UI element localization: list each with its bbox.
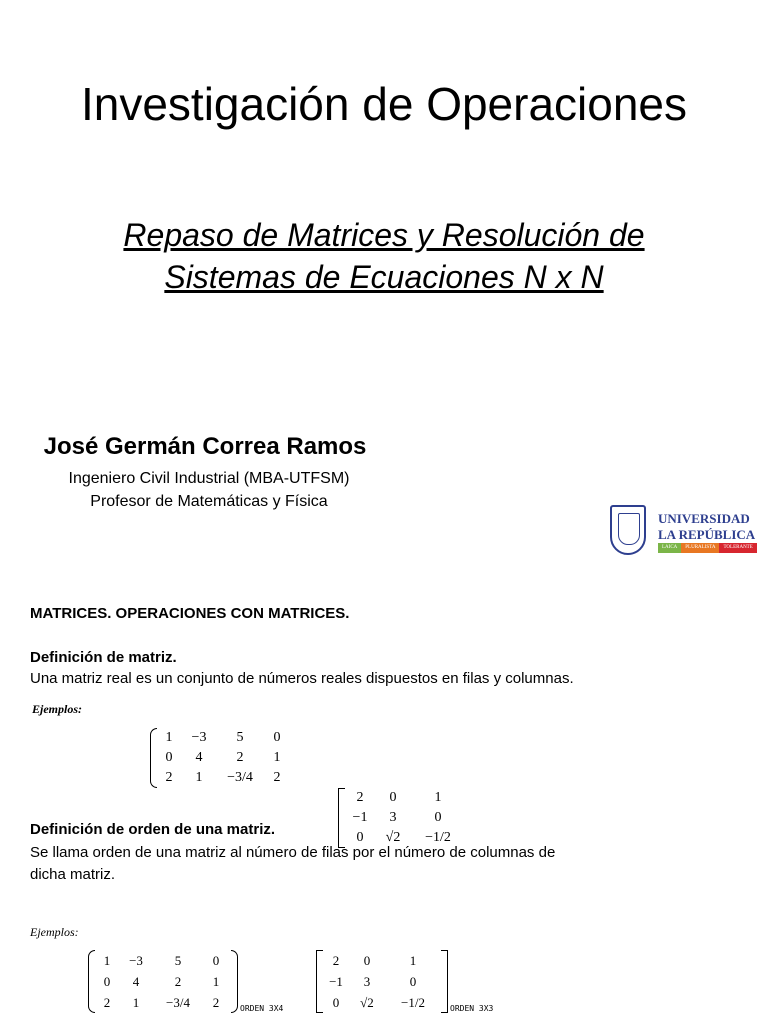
matrix-row: [346, 808, 464, 828]
matrix-cell: −1: [352, 810, 368, 825]
matrix-row: [324, 992, 440, 1013]
motto-1: LAICA: [658, 543, 681, 553]
matrix-cell: −1/2: [401, 995, 425, 1010]
matrix-cell: −3: [191, 730, 207, 745]
matrix-row: [158, 748, 292, 768]
logo-line-1: UNIVERSIDAD: [658, 511, 750, 526]
matrix-cell: 1: [195, 770, 203, 785]
logo-motto: [658, 543, 757, 553]
definition-order-title: Definición de orden de una matriz.: [30, 821, 276, 838]
author-role-1: Ingeniero Civil Industrial (MBA-UTFSM): [68, 470, 350, 487]
matrix-row: [324, 950, 440, 971]
matrix-row: [96, 971, 230, 992]
matrix-cell: 0: [363, 953, 371, 968]
matrix-cell: 1: [132, 995, 140, 1010]
matrix-cell: 2: [103, 995, 111, 1010]
matrix-cell: 4: [132, 974, 140, 989]
section-heading: MATRICES. OPERACIONES CON MATRICES.: [30, 605, 350, 622]
matrix-cell: 0: [165, 750, 173, 765]
matrix-a-example-1: [150, 728, 768, 788]
definition-order-text-1: Se llama orden de una matriz al número de filas por el número de columnas de: [30, 844, 556, 861]
matrix-cell: 1: [409, 953, 417, 968]
matrix-cell: 4: [195, 750, 203, 765]
matrix-cell: 5: [236, 730, 244, 745]
matrix-row: [158, 728, 292, 748]
matrix-cell: 0: [332, 995, 340, 1010]
matrix-row: [158, 768, 292, 788]
subtitle-line-2: Sistemas de Ecuaciones N x N: [164, 259, 604, 295]
matrix-cell: 0: [103, 974, 111, 989]
matrix-cell: 1: [165, 730, 173, 745]
slide-title: Investigación de Operaciones: [80, 78, 688, 130]
logo-line-2: LA REPÚBLICA: [658, 527, 756, 542]
author-role-2: Profesor de Matemáticas y Física: [90, 493, 328, 510]
matrix-cell: 1: [212, 974, 220, 989]
matrix-cell: √2: [360, 995, 374, 1010]
slide-subtitle: [60, 214, 708, 298]
matrix-cell: 0: [212, 953, 220, 968]
matrix-cell: 0: [356, 830, 364, 845]
matrix-cell: 2: [165, 770, 173, 785]
matrix-b-example-1: [338, 788, 768, 848]
matrix-cell: 2: [332, 953, 340, 968]
matrix-cell: −3: [129, 953, 143, 968]
matrix-row: [346, 788, 464, 808]
matrix-a-order-group: [88, 950, 283, 1013]
matrix-cell: −1: [329, 974, 343, 989]
matrix-cell: 2: [212, 995, 220, 1010]
matrix-a-example-2: [88, 950, 238, 1013]
definition-matrix-text: Una matriz real es un conjunto de números reales dispuestos en filas y columnas.: [30, 670, 574, 687]
definition-order-text-2: dicha matriz.: [30, 866, 116, 883]
matrix-row: [324, 971, 440, 992]
matrix-cell: 2: [273, 770, 281, 785]
matrix-cell: 1: [103, 953, 111, 968]
matrix-cell: 1: [434, 790, 442, 805]
matrix-b-order-group: [316, 950, 493, 1013]
motto-2: PLURALISTA: [681, 543, 719, 553]
matrix-cell: 0: [409, 974, 417, 989]
matrix-cell: −3/4: [227, 770, 253, 785]
matrix-cell: 2: [174, 974, 182, 989]
author-name: José Germán Correa Ramos: [43, 433, 367, 460]
matrix-cell: 1: [273, 750, 281, 765]
matrix-cell: √2: [385, 830, 401, 845]
matrix-cell: −1/2: [425, 830, 451, 845]
subtitle-line-1: Repaso de Matrices y Resolución de: [123, 217, 645, 253]
matrix-row: [96, 950, 230, 971]
crest-icon: [610, 505, 646, 555]
matrix-cell: 2: [236, 750, 244, 765]
order-label-a: ORDEN 3X4: [240, 1004, 284, 1013]
matrix-b-example-2: [316, 950, 448, 1013]
matrix-cell: 3: [389, 810, 397, 825]
motto-3: TOLERANTE: [719, 543, 756, 553]
matrix-cell: 3: [363, 974, 371, 989]
definition-matrix-title: Definición de matriz.: [30, 649, 177, 666]
matrix-cell: −3/4: [166, 995, 190, 1010]
matrix-cell: 2: [356, 790, 364, 805]
matrix-cell: 0: [273, 730, 281, 745]
university-logo: [610, 505, 755, 561]
order-label-b: ORDEN 3X3: [450, 1004, 494, 1013]
examples-label-1: Ejemplos:: [32, 702, 82, 716]
matrix-cell: 0: [389, 790, 397, 805]
matrix-cell: 0: [434, 810, 442, 825]
matrix-row: [96, 992, 230, 1013]
matrix-cell: 5: [174, 953, 182, 968]
examples-label-2: Ejemplos:: [30, 925, 79, 939]
